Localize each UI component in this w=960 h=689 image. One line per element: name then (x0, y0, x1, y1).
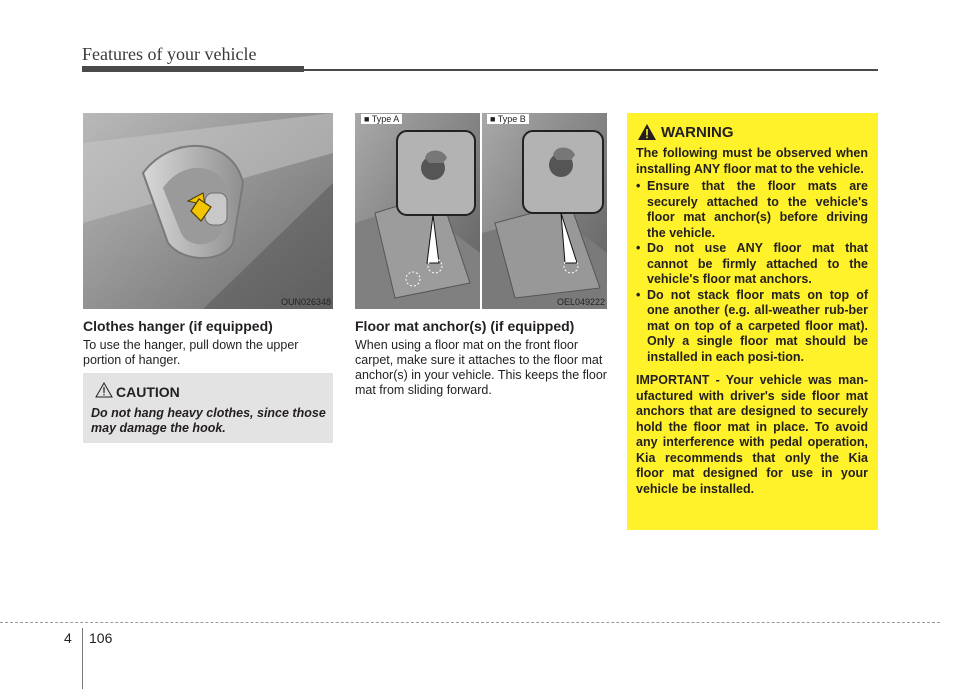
photo-code: OUN026348 (280, 297, 331, 307)
type-b-label: ■ Type B (487, 114, 529, 124)
page-header-title: Features of your vehicle (82, 44, 257, 64)
caution-title: CAUTION (116, 384, 180, 400)
clothes-hanger-heading: Clothes hanger (if equipped) (83, 318, 273, 334)
warning-bullet: • Do not use ANY floor mat that cannot be firmly attached to the vehicle's floor mat anchors. (636, 241, 868, 288)
header-rule (82, 66, 304, 72)
floor-mat-anchor-heading: Floor mat anchor(s) (if equipped) (355, 318, 575, 334)
warning-bullet-list (636, 179, 868, 365)
chapter-number: 4 (64, 630, 72, 646)
header-rule-thin (304, 69, 878, 71)
clothes-hanger-body: To use the hanger, pull down the upper portion of hanger. (83, 338, 299, 367)
warning-important: IMPORTANT - Your vehicle was man-ufactured with driver's side floor mat anchors that are designed to securely hold the floor mat in place. To avoid any interference with pedal operation, Kia recommends that only the Kia floor mat designed for use in your vehicle be installed. (636, 373, 868, 496)
photo-code: OEL049222 (556, 297, 605, 307)
caution-text: Do not hang heavy clothes, since those may damage the hook. (91, 406, 326, 435)
warning-bullet: • Do not stack floor mats on top of one another (e.g. all-weather rub-ber mat on top of a carpeted floor mat). Only a single floor mat should be installed in each posi-tion. (636, 288, 868, 366)
caution-triangle-icon (95, 382, 113, 403)
page-number: 106 (89, 630, 113, 646)
warning-title: WARNING (661, 124, 734, 141)
floor-mat-anchor-photo (355, 113, 607, 309)
caution-box (83, 373, 333, 443)
clothes-hanger-photo (83, 113, 333, 309)
warning-content (636, 146, 868, 497)
floor-mat-anchor-body: When using a floor mat on the front floor carpet, make sure it attaches to the floor mat anchor(s) in your vehicle. This keeps the floor mat from sliding forward. (355, 338, 607, 397)
warning-triangle-icon (637, 123, 657, 146)
type-a-label: ■ Type A (361, 114, 402, 124)
footer-divider (82, 628, 83, 689)
footer-rule (0, 622, 940, 623)
warning-box (627, 113, 878, 530)
warning-bullet: • Ensure that the floor mats are securely attached to the vehicle's floor mat anchor(s) before driving the vehicle. (636, 179, 868, 241)
warning-intro: The following must be observed when installing ANY floor mat to the vehicle. (636, 146, 868, 176)
